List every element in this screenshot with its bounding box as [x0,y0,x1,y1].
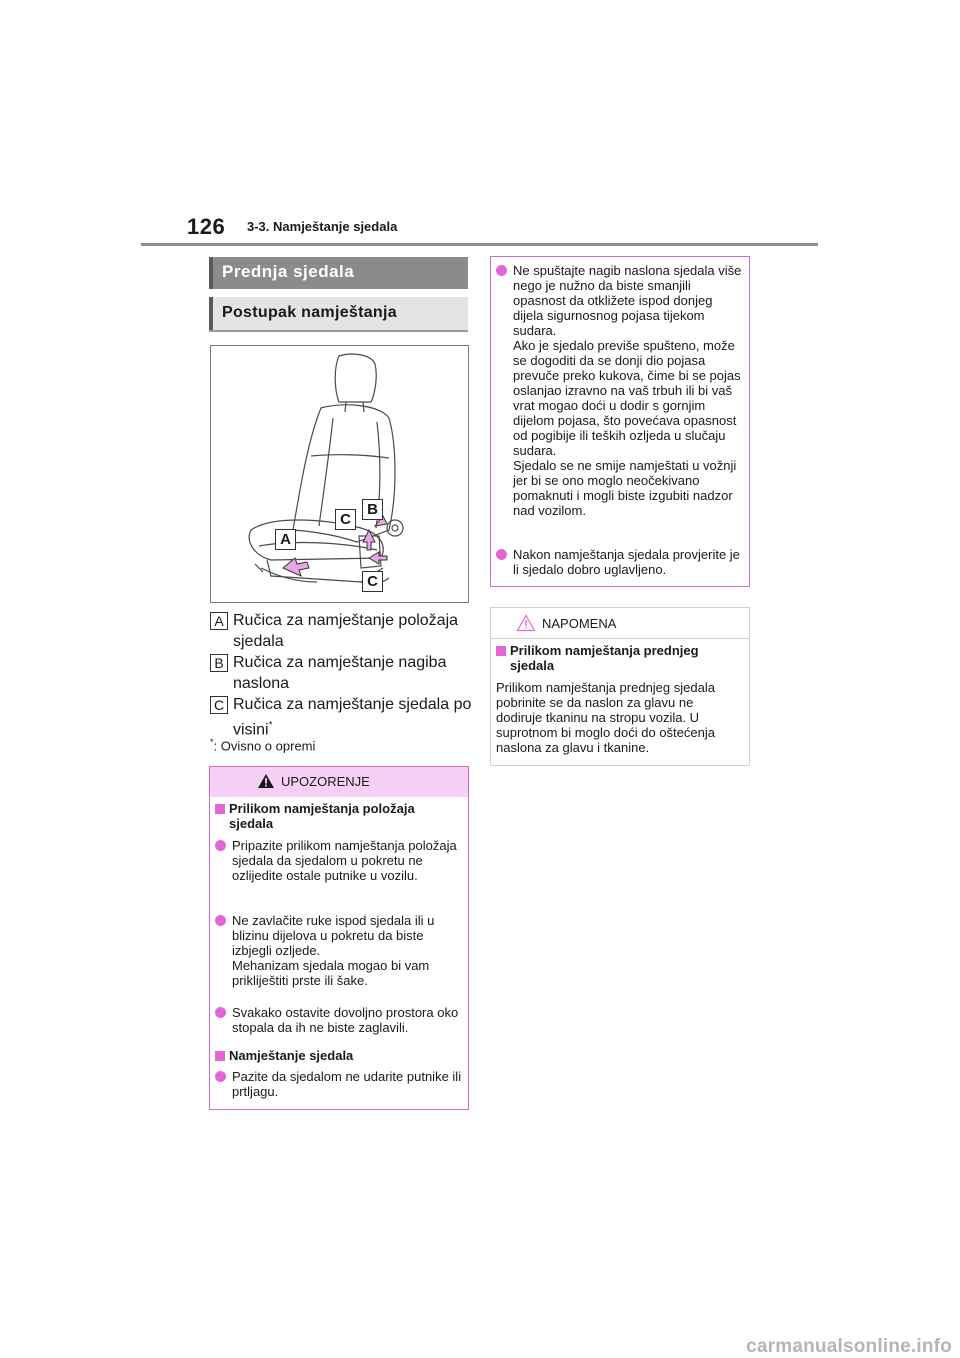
legend-key-c: C [210,696,228,714]
section-title: Prednja sjedala [222,262,355,281]
round-bullet [215,1007,226,1018]
warning-bullet-3-text: Svakako ostavite dovoljno prostora oko stopala da ih ne biste zaglavili. [232,1005,459,1035]
square-bullet [215,1051,225,1061]
callout-c-lower: C [362,571,383,592]
warning-title: UPOZORENJE [281,774,370,789]
caution-bullet-2-text: Nakon namještanja sjedala provjerite je li sjedalo dobro uglavljeno. [513,547,740,577]
warning-continued-box [490,256,750,587]
site-watermark: carmanualsonline.info [746,1336,952,1357]
round-bullet [496,265,507,276]
subsection-title: Postupak namještanja [222,304,397,321]
warning-bullet-1-text: Pripazite prilikom namještanja položaja sjedala da sjedalom u pokretu ne ozlijedite ostale putnike u vozilu. [232,838,457,883]
running-head: 3-3. Namještanje sjedala [247,219,398,234]
subsection-title-bar [209,297,468,332]
section-title-bar [209,257,468,289]
round-bullet [215,915,226,926]
warning-heading-position-text: Prilikom namještanja položaja sjedala [229,801,415,831]
square-bullet [215,804,225,814]
section-accent [209,257,213,289]
warning-header [210,767,468,797]
caution-triangle-outline-icon [516,614,536,632]
warning-bullet-4-text: Pazite da sjedalom ne udarite putnike ili prtljagu. [232,1069,462,1099]
round-bullet [215,840,226,851]
callout-a: A [275,529,296,550]
note-heading-text: Prilikom namještanja prednjeg sjedala [510,643,699,673]
callout-b: B [362,499,383,520]
caution-bullet-1-text: Ne spuštajte nagib naslona sjedala više nego je nužno da biste smanjili opasnost da otkližete ispod donjeg dijela sigurnosnog pojasa tijekom sudara. Ako je sjedalo previše spušteno, može se dogoditi da se donji dio pojasa prevuče preko kukova, čime bi se pojas oslanjao izravno na vaš trbuh ili bi vaš vrat mogao doći u dodir s gornjim dijelom pojasa, što povećava opasnost od pogibije ili teških ozljeda u slučaju sudara. Sjedalo se ne smije namještati u vožnji jer bi se ono moglo neočekivano pomaknuti i mogli biste izgubiti nadzor nad vozilom. [513,263,742,518]
footnote-mark: * [210,737,214,747]
warning-bullet-2-text: Ne zavlačite ruke ispod sjedala ili u blizinu dijelova u pokretu da biste izbjegli ozljede. Mehanizam sjedala mogao bi vam prikliještiti prste ili šake. [232,913,435,988]
legend-key-a: A [210,612,228,630]
legend-key-b: B [210,654,228,672]
header-rule [141,243,818,246]
seat-drawing [211,346,468,602]
legend-footnote-mark: * [268,720,273,731]
legend-text-c [233,694,473,740]
footnote [210,737,315,753]
legend-text-a: Ručica za namještanje položaja sjedala [233,612,459,650]
subsection-accent [209,297,213,330]
note-text: Prilikom namještanja prednjeg sjedala pobrinite se da naslon za glavu ne dodiruje tkaninu na stropu vozila. U suprotnom bi moglo doći do oštećenja naslona za glavu i tkanine. [496,680,715,755]
legend-text-b: Ručica za namještanje nagiba naslona [233,654,447,692]
page-number: 126 [187,214,226,239]
seat-illustration [210,345,469,603]
warning-heading-adjust-text: Namještanje sjedala [229,1048,354,1063]
round-bullet [215,1071,226,1082]
note-header [491,608,749,639]
footnote-text: : Ovisno o opremi [213,738,316,754]
legend-text-c-body: Ručica za namještanje sjedala po visini [233,696,472,739]
warning-box [209,766,469,1110]
note-box [490,607,750,766]
round-bullet [496,549,507,560]
square-bullet [496,646,506,656]
callout-c-upper: C [335,509,356,530]
warning-triangle-icon [257,773,275,789]
note-title: NAPOMENA [542,616,617,631]
